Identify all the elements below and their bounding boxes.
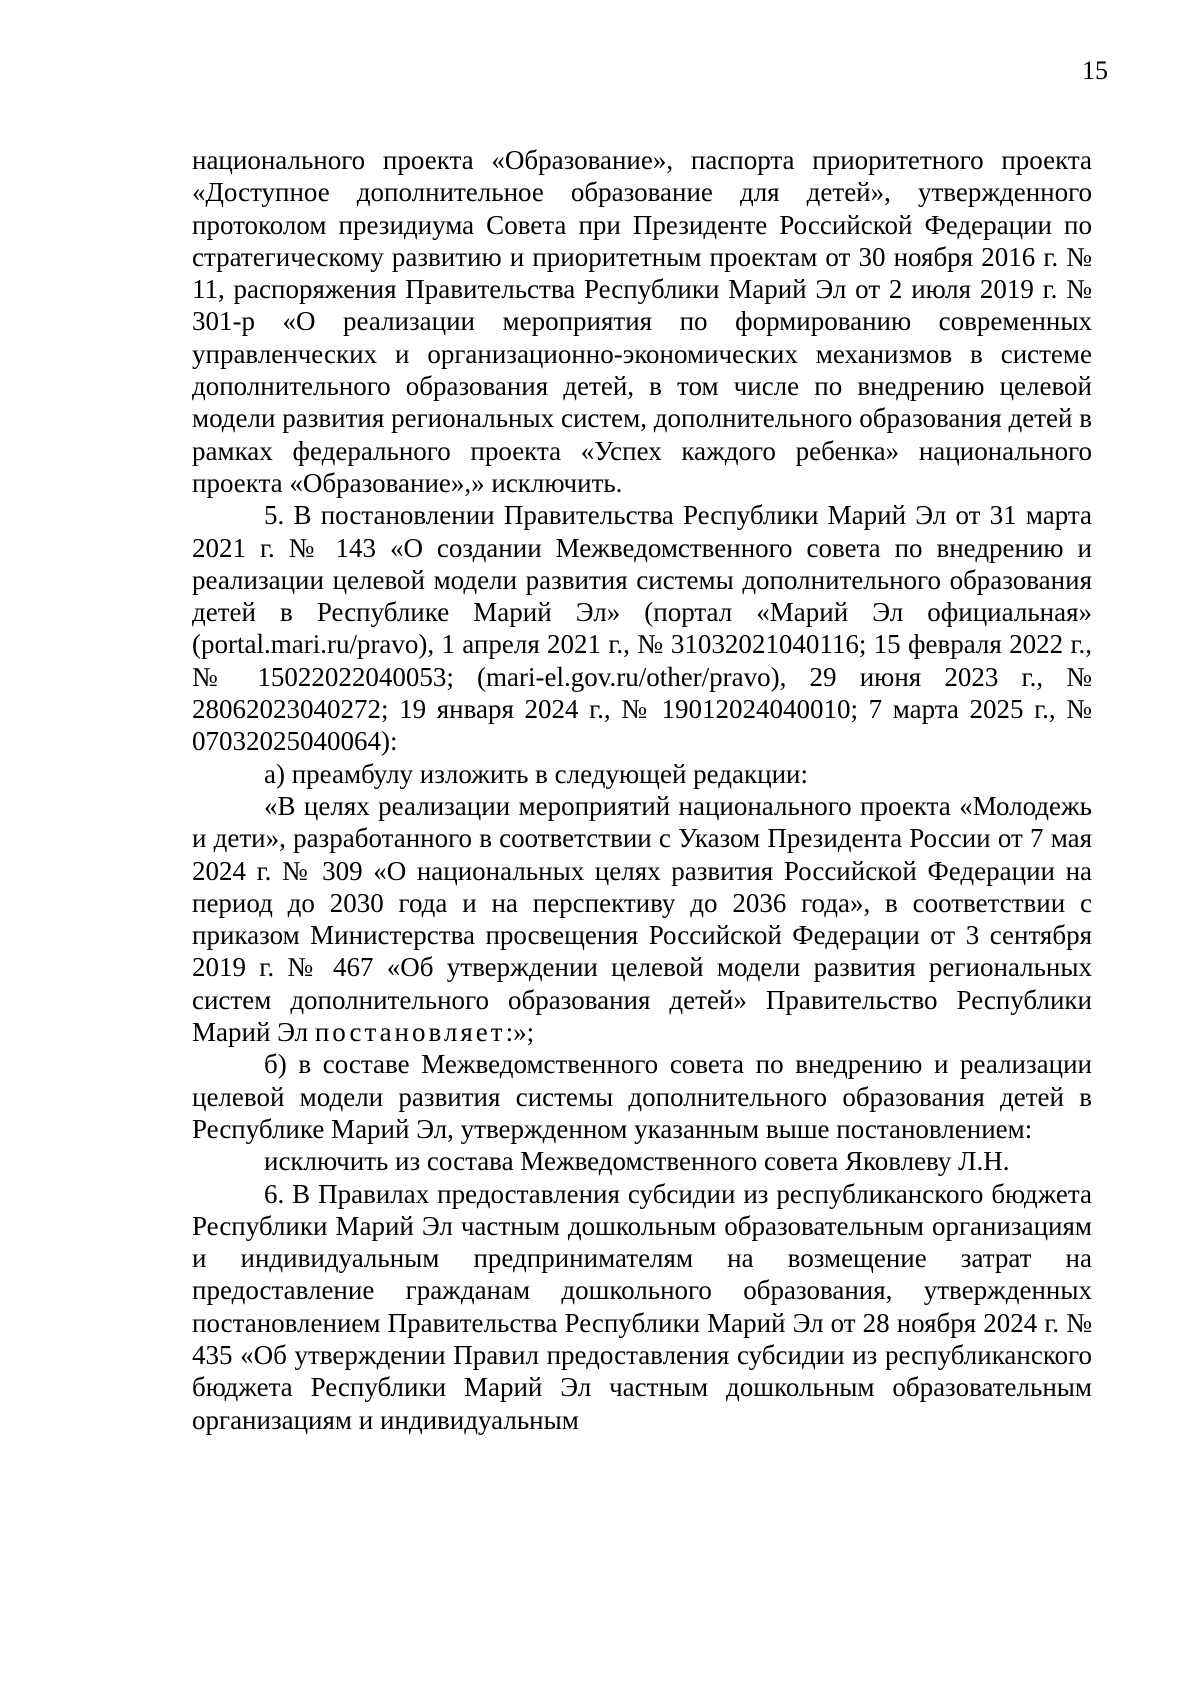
paragraph-continuation: национального проекта «Образование», паспорта приоритетного проекта «Доступное дополнительное образование для детей», утвержденного протоколом президиума Совета при Президенте Российской Федерации по стратегическому развитию и приоритетным проектам от 30 ноября 2016 г. № 11, распоряжения Правительства Республики Марий Эл от 2 июля 2019 г. № 301-р «О реализации мероприятия по формированию современных управленческих и организационно-экономических механизмов в системе дополнительного образования детей, в том числе по внедрению целевой модели развития региональных систем, дополнительного образования детей в рамках федерального проекта «Успех каждого ребенка» национального проекта «Образование»,» исключить. xyxy=(192,145,1092,498)
paragraph-item-5b: б) в составе Межведомственного совета по внедрению и реализации целевой модели развития системы дополнительного образования детей в Республике Марий Эл, утвержденном указанным выше постановлением: xyxy=(192,1049,1092,1144)
paragraph-item-5: 5. В постановлении Правительства Республики Марий Эл от 31 марта 2021 г. № 143 «О создании Межведомственного совета по внедрению и реализации целевой модели развития системы дополнительного образования детей в Республике Марий Эл» (портал «Марий Эл официальная» (portal.mari.ru/pravo), 1 апреля 2021 г., № 31032021040116; 15 февраля 2022 г., № 15022022040053; (mari-el.gov.ru/other/pravo), 29 июня 2023 г., № 28062023040272; 19 января 2024 г., № 19012024040010; 7 марта 2025 г., № 07032025040064): xyxy=(192,500,1092,757)
preamble-spaced-word: постановляет xyxy=(314,1017,506,1048)
paragraph-exclude-member: исключить из состава Межведомственного совета Яковлеву Л.Н. xyxy=(264,1146,1010,1177)
page-number: 15 xyxy=(1082,56,1108,85)
paragraph-preamble-text xyxy=(192,790,1092,1048)
preamble-tail: :»; xyxy=(505,1017,535,1048)
paragraph-item-5a: а) преамбулу изложить в следующей редакции: xyxy=(264,758,808,789)
document-body xyxy=(192,144,1092,1436)
preamble-text: «В целях реализации мероприятий национального проекта «Молодежь и дети», разработанного в соответствии с Указом Президента России от 7 мая 2024 г. № 309 «О национальных целях развития Российской Федерации на период до 2030 года и на перспективу до 2036 года», в соответствии с приказом Министерства просвещения Российской Федерации от 3 сентября 2019 г. № 467 «Об утверждении целевой модели развития региональных систем дополнительного образования детей» Правительство Республики Марий Эл xyxy=(192,790,1092,1048)
paragraph-item-6: 6. В Правилах предоставления субсидии из республиканского бюджета Республики Марий Эл частным дошкольным образовательным организациям и индивидуальным предпринимателям на возмещение затрат на предоставление гражданам дошкольного образования, утвержденных постановлением Правительства Республики Марий Эл от 28 ноября 2024 г. № 435 «Об утверждении Правил предоставления субсидии из республиканского бюджета Республики Марий Эл частным дошкольным образовательным организациям и индивидуальным xyxy=(192,1178,1092,1435)
